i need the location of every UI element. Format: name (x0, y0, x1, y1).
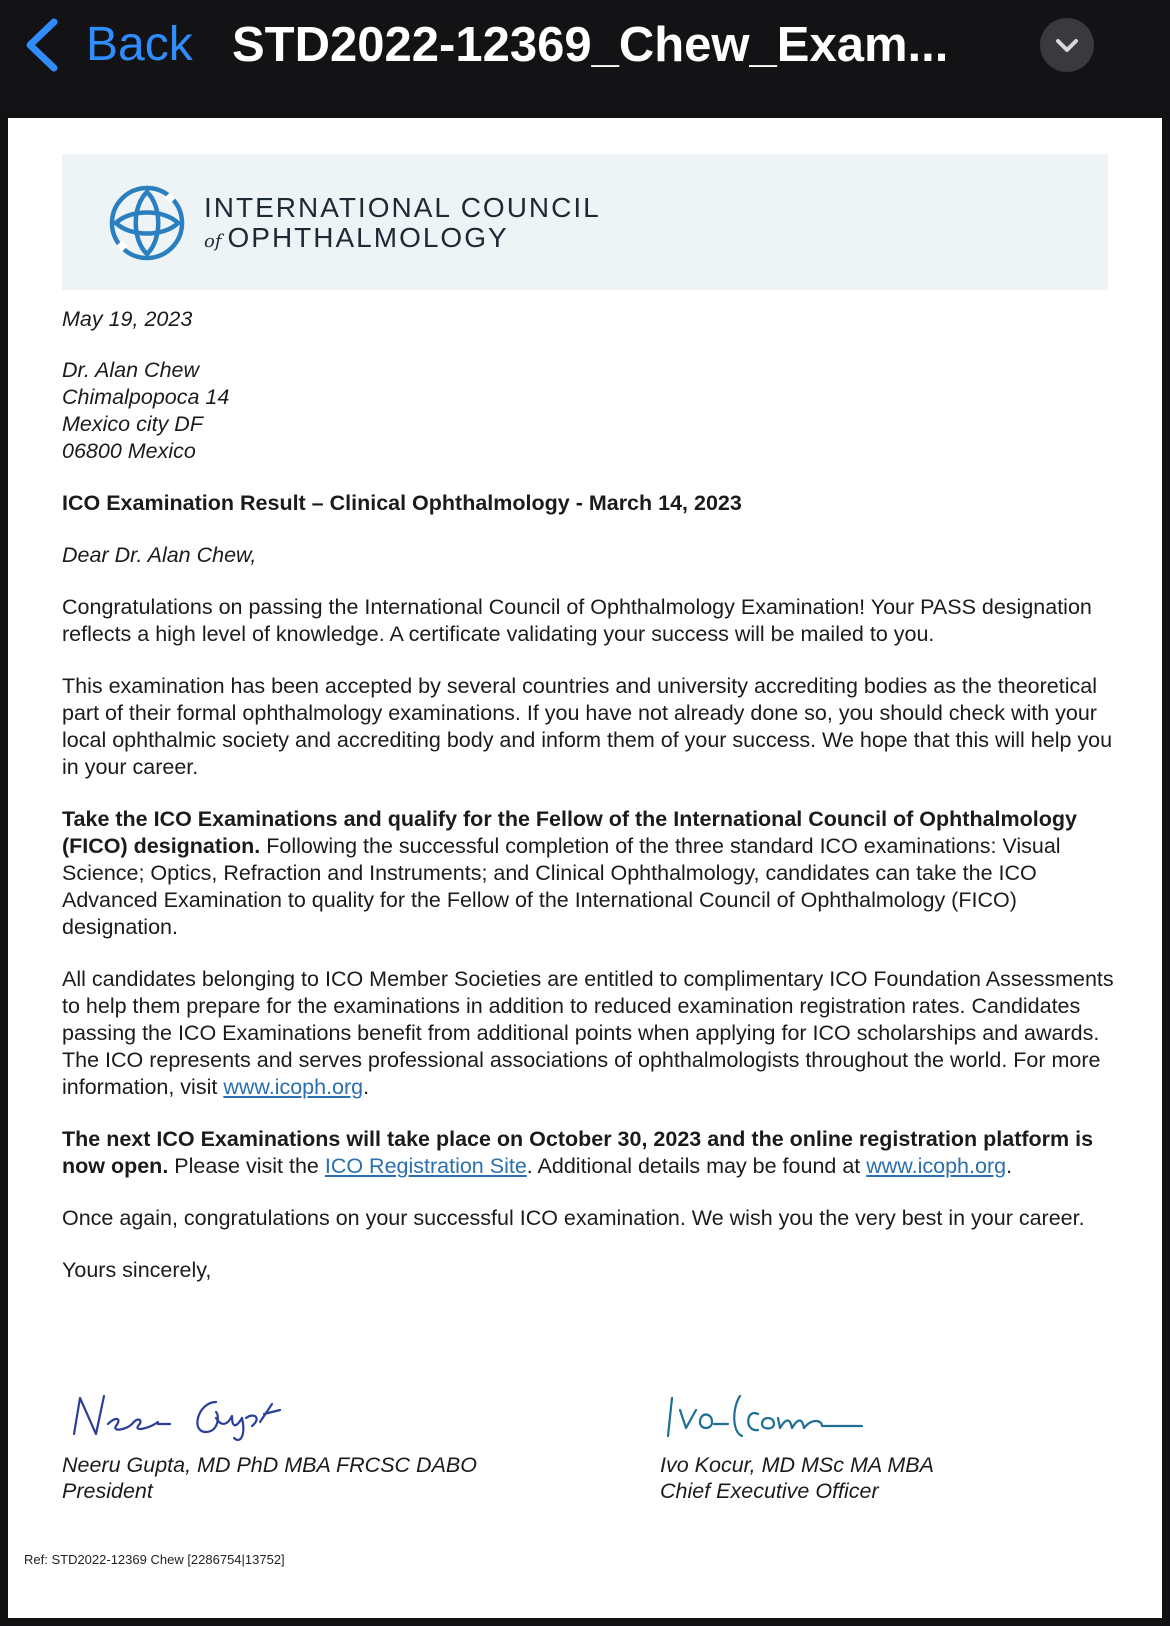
fico-heading: Take the ICO Examinations and qualify for the Fellow of the International Council of Ophthalmology (FICO) designation. (62, 807, 1077, 858)
document-page (8, 118, 1162, 1618)
back-button[interactable] (22, 14, 193, 76)
back-label: Back (86, 18, 193, 71)
signature-block (62, 1388, 1122, 1538)
paragraph-closing: Once again, congratulations on your successful ICO examination. We wish you the very best in your career. (62, 1206, 1085, 1230)
signature-kocur (662, 1388, 922, 1448)
period: . (1006, 1154, 1013, 1178)
signer-title: President (62, 1479, 153, 1503)
chevron-down-icon (1054, 36, 1080, 54)
next-exams-text-2: . Additional details may be found at (526, 1154, 867, 1178)
closing-phrase: Yours sincerely, (62, 1258, 212, 1282)
signer-gupta (62, 1452, 477, 1504)
recipient-address (62, 357, 1122, 465)
ico-globe-logo (106, 182, 188, 264)
org-name-line1: INTERNATIONAL COUNCIL (204, 192, 601, 223)
letterhead (62, 154, 1108, 290)
paragraph-next-exams (62, 1126, 1122, 1180)
paragraph-congratulations: Congratulations on passing the International Council of Ophthalmology Examination! Your PASS designation reflects a high level of knowledge. A certificate validating your success will be mailed to you. (62, 595, 1092, 646)
chevron-left-icon (22, 16, 62, 74)
period: . (363, 1075, 370, 1099)
paragraph-accreditation: This examination has been accepted by several countries and university accrediting bodies as the theoretical part of their formal ophthalmology examinations. If you have not already done so, you should check with your local ophthalmic society and accrediting body and inform them of your success. We hope that this will help you in your career. (62, 674, 1113, 779)
more-options-button[interactable] (1040, 18, 1094, 72)
member-societies-text: All candidates belonging to ICO Member Societies are entitled to complimentary ICO Foundation Assessments to help them prepare for the examinations in addition to reduced examination registration rates. Candidates passing the ICO Examinations benefit from additional points when applying for ICO scholarships and awards. The ICO represents and serves professional associations of ophthalmologists throughout the world. For more information, visit (62, 967, 1114, 1099)
next-exams-heading: The next ICO Examinations will take place on October 30, 2023 and the online registration platform is now open. (62, 1127, 1094, 1178)
org-name-of: of (204, 231, 222, 252)
signature-gupta (66, 1388, 326, 1448)
icoph-link-2[interactable]: www.icoph.org (866, 1154, 1007, 1178)
address-line: Dr. Alan Chew (62, 358, 200, 382)
document-title: STD2022-12369_Chew_Exam... (232, 18, 949, 72)
signer-title: Chief Executive Officer (660, 1479, 879, 1503)
top-navigation-bar (0, 0, 1170, 108)
registration-site-link[interactable]: ICO Registration Site (324, 1154, 527, 1178)
next-exams-text: Please visit the (168, 1154, 325, 1178)
reference-footer: Ref: STD2022-12369 Chew [2286754|13752] (24, 1552, 285, 1567)
signer-kocur (660, 1452, 934, 1504)
fico-text: Following the successful completion of the three standard ICO examinations: Visual Science; Optics, Refraction and Instruments; and Clinical Ophthalmology, candidates can take the ICO Advanced Examination to quality for the Fellow of the International Council of Ophthalmology (FICO) designation. (62, 834, 1061, 939)
signer-name: Ivo Kocur, MD MSc MA MBA (660, 1453, 934, 1477)
paragraph-member-societies (62, 966, 1122, 1101)
address-line: Chimalpopoca 14 (62, 385, 230, 409)
icoph-link[interactable]: www.icoph.org (223, 1075, 364, 1099)
org-name-line2 (204, 222, 509, 254)
letter-date: May 19, 2023 (62, 307, 193, 331)
letter-body (62, 306, 1122, 1309)
address-line: Mexico city DF (62, 412, 203, 436)
salutation: Dear Dr. Alan Chew, (62, 543, 257, 567)
address-line: 06800 Mexico (62, 439, 196, 463)
org-name-line2-text: OPHTHALMOLOGY (227, 222, 509, 253)
letter-subject: ICO Examination Result – Clinical Ophthalmology - March 14, 2023 (62, 491, 742, 515)
signer-name: Neeru Gupta, MD PhD MBA FRCSC DABO (62, 1453, 477, 1477)
paragraph-fico (62, 806, 1122, 941)
